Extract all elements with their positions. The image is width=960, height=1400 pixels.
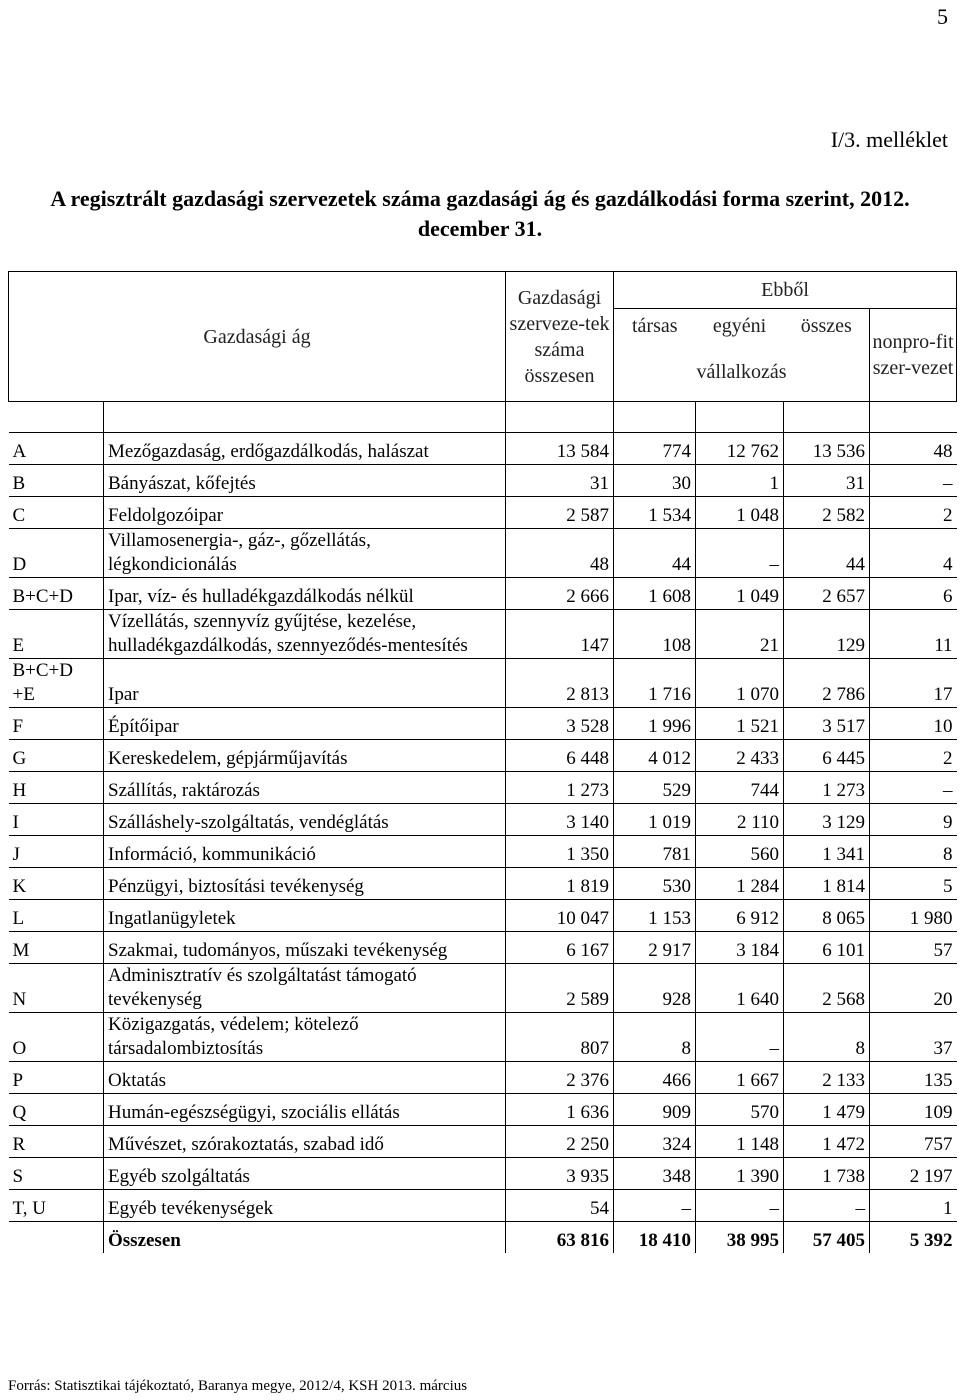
table-row <box>9 659 957 708</box>
cell-total: 1 819 <box>506 868 614 900</box>
cell-all: 3 517 <box>784 708 870 740</box>
cell-all: 44 <box>784 529 870 578</box>
cell-code: H <box>9 772 104 804</box>
cell-name: Ingatlanügyletek <box>104 900 506 932</box>
cell-total: 3 935 <box>506 1158 614 1190</box>
cell-name: Adminisztratív és szolgáltatást támogató tevékenység <box>104 964 506 1013</box>
cell-code: Q <box>9 1094 104 1126</box>
table-row <box>9 529 957 578</box>
cell-corporate: 18 410 <box>614 1222 696 1254</box>
cell-all: 3 129 <box>784 804 870 836</box>
cell-total: 2 666 <box>506 578 614 610</box>
cell-corporate: 1 153 <box>614 900 696 932</box>
table-row <box>9 836 957 868</box>
cell-all: 2 133 <box>784 1062 870 1094</box>
cell-all: 1 479 <box>784 1094 870 1126</box>
cell-all: 2 657 <box>784 578 870 610</box>
cell-all: 6 101 <box>784 932 870 964</box>
cell-sole: 1 667 <box>696 1062 784 1094</box>
cell-total: 63 816 <box>506 1222 614 1254</box>
cell-total: 2 250 <box>506 1126 614 1158</box>
cell-name: Összesen <box>104 1222 506 1254</box>
cell-total: 1 350 <box>506 836 614 868</box>
cell-corporate: 1 716 <box>614 659 696 708</box>
header-corporate: társas <box>614 309 696 344</box>
cell-corporate: 108 <box>614 610 696 659</box>
cell-total: 2 587 <box>506 497 614 529</box>
table-row <box>9 708 957 740</box>
table-body <box>9 402 957 1254</box>
cell-name: Szállítás, raktározás <box>104 772 506 804</box>
cell-all: 1 738 <box>784 1158 870 1190</box>
cell-nonprofit: 9 <box>870 804 957 836</box>
cell-all: 2 786 <box>784 659 870 708</box>
header-total: Gazdasági szerveze-tek száma összesen <box>506 272 614 402</box>
cell-sole: 1 390 <box>696 1158 784 1190</box>
header-of-which: Ebből <box>614 272 957 309</box>
cell-code: F <box>9 708 104 740</box>
cell-code: N <box>9 964 104 1013</box>
cell-corporate: 30 <box>614 465 696 497</box>
cell-sole: 1 048 <box>696 497 784 529</box>
cell-name: Szakmai, tudományos, műszaki tevékenység <box>104 932 506 964</box>
cell-corporate: 928 <box>614 964 696 1013</box>
cell-total: 10 047 <box>506 900 614 932</box>
header-branch: Gazdasági ág <box>9 272 506 402</box>
cell-nonprofit: 4 <box>870 529 957 578</box>
cell-corporate: 2 917 <box>614 932 696 964</box>
table-row <box>9 610 957 659</box>
cell-nonprofit: 2 197 <box>870 1158 957 1190</box>
cell-sole: 1 521 <box>696 708 784 740</box>
cell-code: J <box>9 836 104 868</box>
cell-corporate: 1 608 <box>614 578 696 610</box>
cell-nonprofit: – <box>870 772 957 804</box>
cell-name: Villamosenergia-, gáz-, gőzellátás, légkondicionálás <box>104 529 506 578</box>
cell-name: Mezőgazdaság, erdőgazdálkodás, halászat <box>104 433 506 465</box>
cell-code: L <box>9 900 104 932</box>
cell-nonprofit: 57 <box>870 932 957 964</box>
cell-name: Oktatás <box>104 1062 506 1094</box>
cell-sole: 560 <box>696 836 784 868</box>
table-row <box>9 1013 957 1062</box>
cell-total: 3 140 <box>506 804 614 836</box>
cell-corporate: 466 <box>614 1062 696 1094</box>
cell-all: – <box>784 1190 870 1222</box>
table-spacer-row <box>9 402 957 433</box>
cell-all: 1 341 <box>784 836 870 868</box>
cell-name: Egyéb szolgáltatás <box>104 1158 506 1190</box>
table-total-row <box>9 1222 957 1254</box>
cell-all: 13 536 <box>784 433 870 465</box>
cell-total: 13 584 <box>506 433 614 465</box>
cell-name: Ipar, víz- és hulladékgazdálkodás nélkül <box>104 578 506 610</box>
cell-code: C <box>9 497 104 529</box>
cell-corporate: 1 019 <box>614 804 696 836</box>
table-row <box>9 900 957 932</box>
cell-name: Építőipar <box>104 708 506 740</box>
cell-code: P <box>9 1062 104 1094</box>
cell-all: 57 405 <box>784 1222 870 1254</box>
cell-nonprofit: 17 <box>870 659 957 708</box>
table-row <box>9 433 957 465</box>
cell-sole: 3 184 <box>696 932 784 964</box>
cell-sole: 12 762 <box>696 433 784 465</box>
cell-code: B+C+D <box>9 578 104 610</box>
cell-name: Feldolgozóipar <box>104 497 506 529</box>
cell-corporate: 774 <box>614 433 696 465</box>
cell-name: Kereskedelem, gépjárműjavítás <box>104 740 506 772</box>
cell-corporate: 348 <box>614 1158 696 1190</box>
cell-corporate: – <box>614 1190 696 1222</box>
cell-sole: 2 433 <box>696 740 784 772</box>
cell-nonprofit: 2 <box>870 497 957 529</box>
cell-total: 147 <box>506 610 614 659</box>
cell-nonprofit: 757 <box>870 1126 957 1158</box>
cell-nonprofit: 2 <box>870 740 957 772</box>
header-enterprise: vállalkozás <box>614 343 870 402</box>
cell-total: 807 <box>506 1013 614 1062</box>
data-table <box>8 271 957 1253</box>
cell-all: 2 582 <box>784 497 870 529</box>
cell-sole: 1 049 <box>696 578 784 610</box>
cell-code: O <box>9 1013 104 1062</box>
cell-corporate: 529 <box>614 772 696 804</box>
cell-sole: 6 912 <box>696 900 784 932</box>
cell-corporate: 324 <box>614 1126 696 1158</box>
cell-nonprofit: 1 980 <box>870 900 957 932</box>
cell-nonprofit: 109 <box>870 1094 957 1126</box>
cell-sole: 1 <box>696 465 784 497</box>
cell-sole: 1 070 <box>696 659 784 708</box>
cell-name: Bányászat, kőfejtés <box>104 465 506 497</box>
cell-sole: 1 640 <box>696 964 784 1013</box>
cell-nonprofit: 48 <box>870 433 957 465</box>
cell-code: B+C+D +E <box>9 659 104 708</box>
cell-code: A <box>9 433 104 465</box>
source-note: Forrás: Statisztikai tájékoztató, Baranya megye, 2012/4, KSH 2013. március <box>8 1378 468 1394</box>
table-row <box>9 868 957 900</box>
cell-nonprofit: 10 <box>870 708 957 740</box>
cell-nonprofit: 5 392 <box>870 1222 957 1254</box>
table-row <box>9 497 957 529</box>
cell-total: 54 <box>506 1190 614 1222</box>
cell-sole: – <box>696 529 784 578</box>
cell-total: 3 528 <box>506 708 614 740</box>
table-row <box>9 465 957 497</box>
table-header <box>9 272 957 402</box>
cell-corporate: 1 534 <box>614 497 696 529</box>
cell-total: 6 448 <box>506 740 614 772</box>
cell-all: 31 <box>784 465 870 497</box>
table-row <box>9 1158 957 1190</box>
cell-corporate: 8 <box>614 1013 696 1062</box>
cell-all: 129 <box>784 610 870 659</box>
cell-total: 48 <box>506 529 614 578</box>
header-sole: egyéni <box>696 309 784 344</box>
cell-corporate: 1 996 <box>614 708 696 740</box>
cell-corporate: 44 <box>614 529 696 578</box>
cell-nonprofit: 8 <box>870 836 957 868</box>
cell-name: Szálláshely-szolgáltatás, vendéglátás <box>104 804 506 836</box>
document-title: A regisztrált gazdasági szervezetek száma gazdasági ág és gazdálkodási forma szerint, 2012. december 31. <box>50 186 910 241</box>
annex-label: I/3. melléklet <box>830 127 948 152</box>
cell-name: Pénzügyi, biztosítási tevékenység <box>104 868 506 900</box>
cell-nonprofit: 11 <box>870 610 957 659</box>
cell-corporate: 781 <box>614 836 696 868</box>
cell-sole: 1 284 <box>696 868 784 900</box>
cell-corporate: 4 012 <box>614 740 696 772</box>
cell-code: G <box>9 740 104 772</box>
cell-code <box>9 1222 104 1254</box>
table-row <box>9 964 957 1013</box>
cell-all: 1 273 <box>784 772 870 804</box>
cell-code: S <box>9 1158 104 1190</box>
cell-sole: 21 <box>696 610 784 659</box>
cell-total: 2 376 <box>506 1062 614 1094</box>
cell-nonprofit: 1 <box>870 1190 957 1222</box>
table-row <box>9 1062 957 1094</box>
cell-sole: 38 995 <box>696 1222 784 1254</box>
table-row <box>9 1126 957 1158</box>
cell-total: 2 589 <box>506 964 614 1013</box>
cell-sole: 744 <box>696 772 784 804</box>
table-row <box>9 1094 957 1126</box>
cell-name: Közigazgatás, védelem; kötelező társadalombiztosítás <box>104 1013 506 1062</box>
cell-nonprofit: 135 <box>870 1062 957 1094</box>
cell-code: D <box>9 529 104 578</box>
cell-name: Egyéb tevékenységek <box>104 1190 506 1222</box>
page-number: 5 <box>937 4 948 29</box>
cell-code: M <box>9 932 104 964</box>
cell-name: Humán-egészségügyi, szociális ellátás <box>104 1094 506 1126</box>
cell-total: 1 273 <box>506 772 614 804</box>
cell-corporate: 530 <box>614 868 696 900</box>
cell-all: 6 445 <box>784 740 870 772</box>
table-row <box>9 932 957 964</box>
cell-code: T, U <box>9 1190 104 1222</box>
table-row <box>9 804 957 836</box>
table-row <box>9 740 957 772</box>
cell-corporate: 909 <box>614 1094 696 1126</box>
cell-name: Vízellátás, szennyvíz gyűjtése, kezelése, hulladékgazdálkodás, szennyeződés-mentesítés <box>104 610 506 659</box>
cell-name: Ipar <box>104 659 506 708</box>
cell-nonprofit: 6 <box>870 578 957 610</box>
cell-all: 2 568 <box>784 964 870 1013</box>
cell-nonprofit: – <box>870 465 957 497</box>
cell-sole: – <box>696 1013 784 1062</box>
cell-total: 2 813 <box>506 659 614 708</box>
cell-total: 31 <box>506 465 614 497</box>
cell-total: 6 167 <box>506 932 614 964</box>
cell-sole: – <box>696 1190 784 1222</box>
cell-name: Információ, kommunikáció <box>104 836 506 868</box>
cell-all: 8 065 <box>784 900 870 932</box>
table-row <box>9 772 957 804</box>
cell-code: R <box>9 1126 104 1158</box>
header-nonprofit: nonpro-fit szer-vezet <box>870 309 957 402</box>
cell-all: 8 <box>784 1013 870 1062</box>
cell-sole: 1 148 <box>696 1126 784 1158</box>
cell-code: B <box>9 465 104 497</box>
cell-all: 1 814 <box>784 868 870 900</box>
cell-nonprofit: 5 <box>870 868 957 900</box>
cell-code: K <box>9 868 104 900</box>
header-all: összes <box>784 309 870 344</box>
cell-name: Művészet, szórakoztatás, szabad idő <box>104 1126 506 1158</box>
table-row <box>9 578 957 610</box>
cell-code: I <box>9 804 104 836</box>
cell-sole: 570 <box>696 1094 784 1126</box>
cell-nonprofit: 37 <box>870 1013 957 1062</box>
cell-total: 1 636 <box>506 1094 614 1126</box>
table-row <box>9 1190 957 1222</box>
cell-sole: 2 110 <box>696 804 784 836</box>
cell-all: 1 472 <box>784 1126 870 1158</box>
cell-code: E <box>9 610 104 659</box>
cell-nonprofit: 20 <box>870 964 957 1013</box>
